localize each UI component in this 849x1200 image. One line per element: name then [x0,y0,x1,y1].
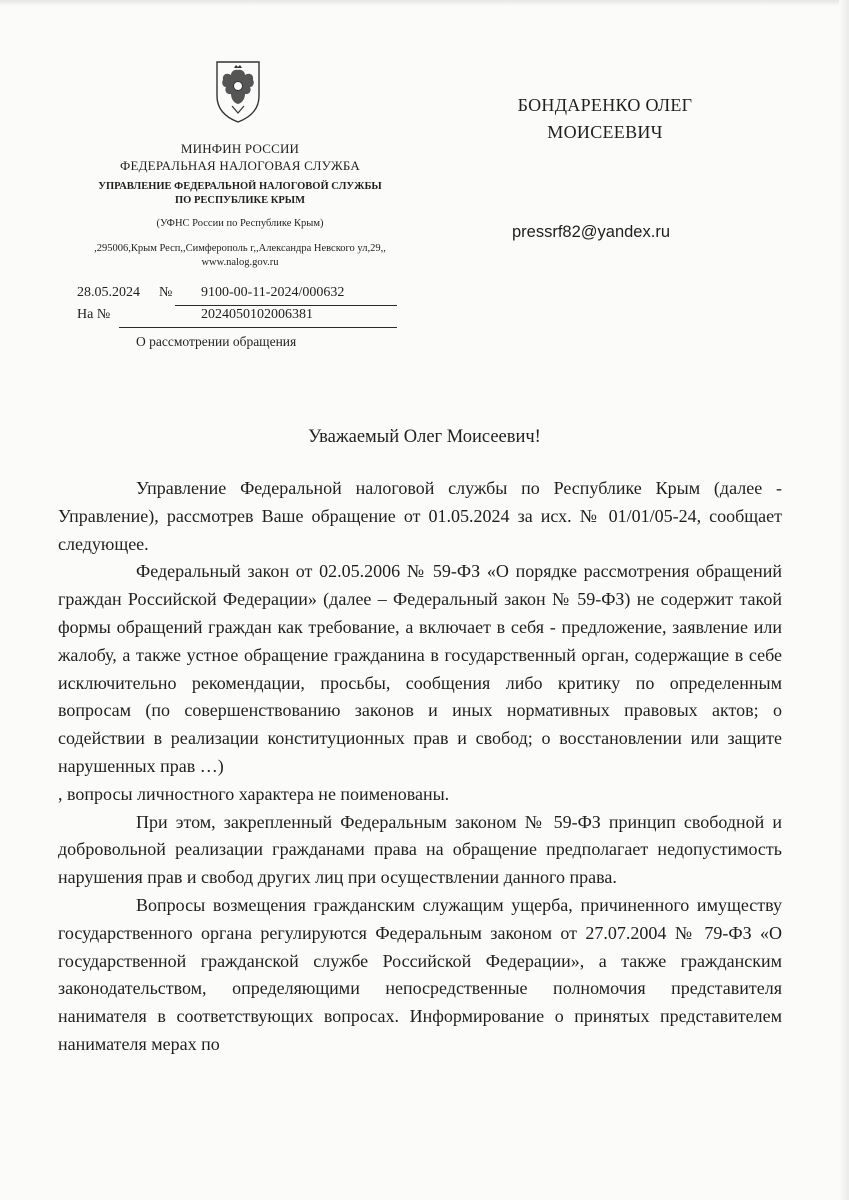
reference-date: 28.05.2024 [77,285,140,300]
recipient-name-line1: БОНДАРЕНКО ОЛЕГ [517,95,693,115]
number-label: № [159,285,173,300]
body-paragraph: , вопросы личностного характера не поименованы. [58,783,450,804]
recipient-name-line2: МОИСЕЕВИЧ [547,122,663,142]
incoming-number: 2024050102006381 [201,307,313,322]
coat-of-arms-icon [207,56,269,126]
letterhead [60,140,420,270]
service-name: ФЕДЕРАЛЬНАЯ НАЛОГОВАЯ СЛУЖБА [120,158,360,173]
recipient-name [490,92,720,146]
body-paragraph: Вопросы возмещения гражданским служащим ущерба, причиненного имуществу государственного органа регулируются Федеральным законом от 27.07.2004 № 79-ФЗ «О государственной гражданской службе Российской Федерации», а также гражданским законодательством, определяющими непосредственные полномочия представителя нанимателя в соответствующих вопросах. Информирование о принятых представителем нанимателя мерах по [58,894,782,1054]
incoming-reference-row [77,307,407,329]
department-website: www.nalog.gov.ru [201,257,279,268]
letter-body [58,475,782,1059]
greeting: Уважаемый Олег Моисеевич! [308,427,541,447]
body-paragraph: Федеральный закон от 02.05.2006 № 59-ФЗ «О порядке рассмотрения обращений граждан Российской Федерации» (далее – Федеральный закон № 59-ФЗ) не содержит такой формы обращений граждан как требование, а включает в себя - предложение, заявление или жалобу, а также устное обращение гражданина в государственный орган, содержащие в себе исключительно рекомендации, просьбы, сообщения либо критику по определенным вопросам (по совершенствованию законов и иных нормативных правовых актов; о содействии в реализации конституционных прав и свобод; о восстановлении или защите нарушенных прав …) [58,561,782,776]
department-region: ПО РЕСПУБЛИКЕ КРЫМ [175,195,305,206]
department-address: ,295006,Крым Респ,,Симферополь г,,Александра Невского ул,29,, [94,243,386,254]
outgoing-number: 9100-00-11-2024/000632 [201,285,345,300]
underline [119,327,397,328]
outgoing-reference-row [77,285,407,307]
reply-label: На № [77,307,111,322]
body-paragraph: Управление Федеральной налоговой службы по Республике Крым (далее - Управление), рассмотрев Ваше обращение от 01.05.2024 за исх. № 01/01/05-24, сообщает следующее. [58,478,782,554]
recipient-email: pressrf82@yandex.ru [512,223,670,241]
reference-block [77,285,407,329]
underline [175,305,397,306]
ministry-name: МИНФИН РОССИИ [180,141,300,156]
letter-subject: О рассмотрении обращения [136,334,297,349]
department-short-name: (УФНС России по Республике Крым) [156,218,324,229]
body-paragraph: При этом, закрепленный Федеральным законом № 59-ФЗ принцип свободной и добровольной реализации гражданами права на обращение предполагает недопустимость нарушения прав и свобод других лиц при осуществлении данного права. [58,811,782,888]
scan-edge-right [839,0,849,1200]
scan-edge-top [0,0,849,6]
department-name: УПРАВЛЕНИЕ ФЕДЕРАЛЬНОЙ НАЛОГОВОЙ СЛУЖБЫ [98,181,382,192]
